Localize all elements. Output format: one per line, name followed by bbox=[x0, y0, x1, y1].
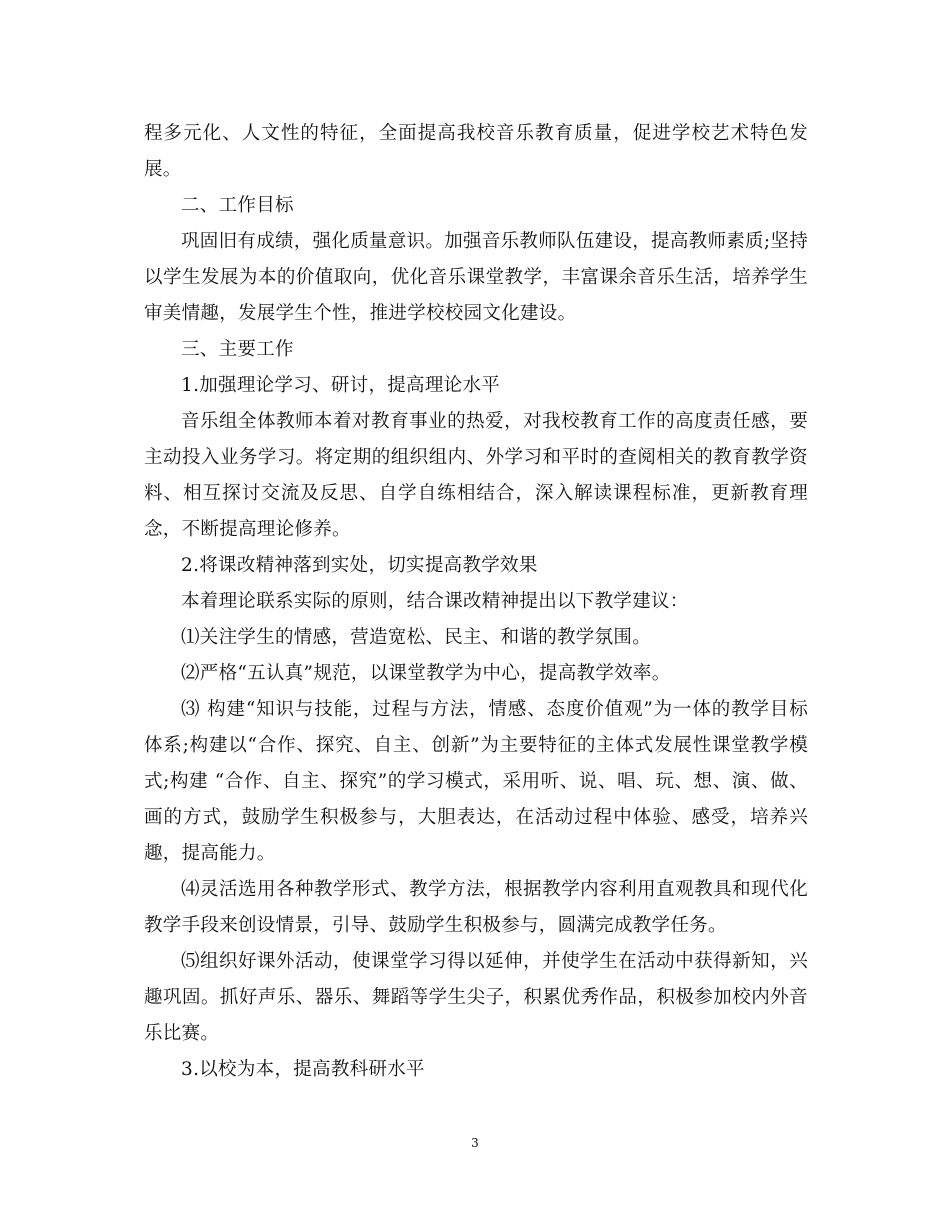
subsection-heading: 2.将课改精神落到实处，切实提高教学效果 bbox=[181, 555, 538, 576]
paragraph: 音乐组全体教师本着对教育事业的热爱，对我校教育工作的高度责任感，要主动投入业务学习。将定期的组织组内、外学习和平时的查阅相关的教育教学资料、相互探讨交流及反思、自学自练相结合，深入解读课程标准，更新教育理念，不断提高理论修养。 bbox=[144, 411, 808, 540]
list-item: ⑶ 构建“知识与技能，过程与方法，情感、态度价值观”为一体的教学目标体系;构建以“合作、探究、自主、创新”为主要特征的主体式发展性课堂教学模式;构建 “合作、自主、探究”的学习模式，采用听、说、唱、玩、想、演、做、画的方式，鼓励学生积极参与，大胆表达，在活动过程中体验、感受，培养兴趣，提高能力。 bbox=[144, 699, 808, 864]
list-item: ⑸组织好课外活动，使课堂学习得以延伸，并使学生在活动中获得新知，兴趣巩固。抓好声乐、器乐、舞蹈等学生尖子，积累优秀作品，积极参加校内外音乐比赛。 bbox=[144, 951, 808, 1044]
subsection-heading: 1.加强理论学习、研讨，提高理论水平 bbox=[181, 375, 501, 396]
paragraph: 巩固旧有成绩，强化质量意识。加强音乐教师队伍建设，提高教师素质;坚持以学生发展为本的价值取向，优化音乐课堂教学，丰富课余音乐生活，培养学生审美情趣，发展学生个性，推进学校校园文化建设。 bbox=[144, 231, 808, 324]
list-item: ⑷灵活选用各种教学形式、教学方法，根据教学内容利用直观教具和现代化教学手段来创设情景，引导、鼓励学生积极参与，圆满完成教学任务。 bbox=[144, 879, 808, 936]
page-number: 3 bbox=[471, 1136, 479, 1150]
subsection-heading: 3.以校为本，提高教科研水平 bbox=[181, 1059, 425, 1080]
list-item: ⑵严格“五认真”规范，以课堂教学为中心，提高教学效率。 bbox=[181, 663, 671, 684]
list-item: ⑴关注学生的情感，营造宽松、民主、和谐的教学氛围。 bbox=[181, 627, 652, 648]
body-text bbox=[144, 116, 808, 1088]
section-heading: 三、主要工作 bbox=[181, 339, 294, 360]
paragraph: 程多元化、人文性的特征，全面提高我校音乐教育质量，促进学校艺术特色发展。 bbox=[144, 123, 808, 180]
paragraph: 本着理论联系实际的原则，结合课改精神提出以下教学建议： bbox=[181, 591, 689, 612]
section-heading: 二、工作目标 bbox=[181, 195, 294, 216]
